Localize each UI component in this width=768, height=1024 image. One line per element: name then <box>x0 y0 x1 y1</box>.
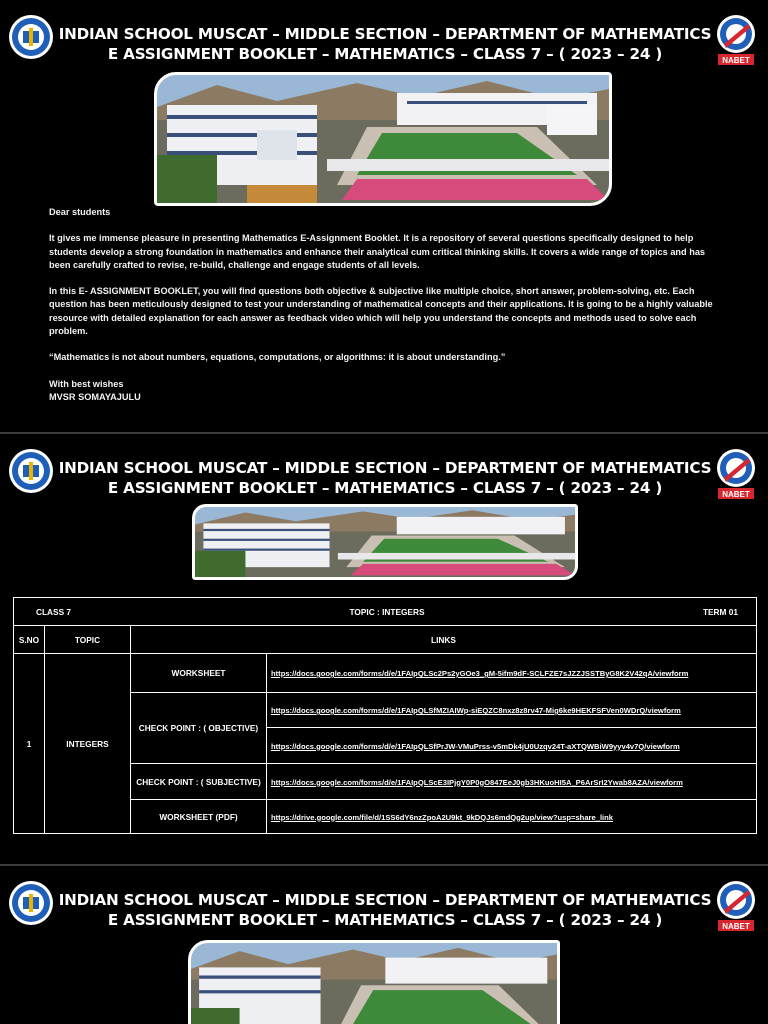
school-campus-photo <box>192 504 578 580</box>
worksheet-link-cell <box>267 654 757 693</box>
header-sno: S.NO <box>14 626 45 654</box>
term-label: TERM 01 <box>702 606 738 617</box>
nabet-logo-icon <box>714 14 758 66</box>
header-title-line1: INDIAN SCHOOL MUSCAT – MIDDLE SECTION – DEPARTMENT OF MATHEMATICS <box>58 459 712 477</box>
header-title-line1: INDIAN SCHOOL MUSCAT – MIDDLE SECTION – DEPARTMENT OF MATHEMATICS <box>58 25 712 43</box>
header-title-line1: INDIAN SCHOOL MUSCAT – MIDDLE SECTION – DEPARTMENT OF MATHEMATICS <box>58 891 712 909</box>
page-header <box>0 448 768 508</box>
topic-label: TOPIC : INTEGERS <box>349 606 425 617</box>
header-title-line2: E ASSIGNMENT BOOKLET – MATHEMATICS – CLASS 7 – ( 2023 – 24 ) <box>107 45 663 63</box>
page-header <box>0 14 768 74</box>
nabet-logo-text: NABET <box>722 922 750 931</box>
nabet-logo-icon <box>714 880 758 932</box>
letter-closing: With best wishes <box>49 378 124 389</box>
page-header <box>0 880 768 940</box>
worksheet-link[interactable]: https://docs.google.com/forms/d/e/1FAIpQLSc2Ps2yGOe3_gM-5ifm9dF-SCLFZE7sJZZJSSTByG8K2V42qA/viewform <box>271 669 689 678</box>
school-logo-icon <box>8 14 54 60</box>
worksheet-pdf-link[interactable]: https://drive.google.com/file/d/1SS6dY6nzZpoA2U9kt_9kDQJs6mdQg2up/view?usp=share_link <box>271 812 614 822</box>
campus-image <box>191 943 557 1024</box>
school-campus-photo <box>188 940 560 1024</box>
assignment-links-table <box>13 597 757 834</box>
letter-paragraph-1: It gives me immense pleasure in presenting Mathematics E-Assignment Booklet. It is a repository of several questions specifically designed to help students develop a strong foundation in mathematics and enhance their analytical cum critical thinking skills. It covers a wide range of topics and has been carefully crafted to revise, re-build, challenge and engage students of all levels. <box>49 233 706 270</box>
campus-image <box>195 507 575 577</box>
table-row <box>14 654 757 693</box>
checkpoint-objective-label: CHECK POINT : ( OBJECTIVE) <box>131 693 267 764</box>
header-title-line2: E ASSIGNMENT BOOKLET – MATHEMATICS – CLASS 7 – ( 2023 – 24 ) <box>107 911 663 929</box>
school-campus-photo <box>154 72 612 206</box>
campus-image <box>157 75 609 203</box>
nabet-logo-text: NABET <box>722 56 750 65</box>
checkpoint-objective-link-cell-1 <box>267 693 757 728</box>
letter-paragraph-2: In this E- ASSIGNMENT BOOKLET, you will find questions both objective & subjective like multiple choice, short answer, problem-solving, etc. Each question has been meticulously designed to test your understanding of mathematical concepts and their applications. It is going to be a highly valuable resource with detailed explanation for each answer as feedback video which will help you understand the concepts and methods used to solve each problem. <box>49 286 713 337</box>
header-topic: TOPIC <box>45 626 131 654</box>
nabet-logo-text: NABET <box>722 490 750 499</box>
class-label: CLASS 7 <box>36 606 72 617</box>
nabet-logo-icon <box>714 448 758 500</box>
row-sno: 1 <box>14 654 45 834</box>
worksheet-pdf-label: WORKSHEET (PDF) <box>131 800 267 834</box>
checkpoint-subjective-label: CHECK POINT : ( SUBJECTIVE) <box>131 764 267 800</box>
header-title-line2: E ASSIGNMENT BOOKLET – MATHEMATICS – CLASS 7 – ( 2023 – 24 ) <box>107 479 663 497</box>
school-logo-icon <box>8 880 54 926</box>
table-topbar <box>14 598 757 626</box>
checkpoint-objective-link-2[interactable]: https://docs.google.com/forms/d/e/1FAIpQLSfPrJW-VMuPrss-v5mDk4jU0Uzqv24T-aXTQWBiW9yyv4v7Q/viewform <box>271 741 680 751</box>
header-links: LINKS <box>131 626 757 654</box>
checkpoint-subjective-link-cell <box>267 764 757 800</box>
worksheet-label: WORKSHEET <box>131 654 267 693</box>
row-topic: INTEGERS <box>45 654 131 834</box>
checkpoint-objective-link-cell-2 <box>267 728 757 764</box>
principal-letter <box>49 206 729 404</box>
school-logo-icon <box>8 448 54 494</box>
checkpoint-subjective-link[interactable]: https://docs.google.com/forms/d/e/1FAIpQLScE3IPjgY0P0gO847EeJ0gb3HKuoHI5A_P6ArSrI2Ywab8AZA/viewform <box>271 777 683 787</box>
letter-salutation: Dear students <box>49 207 111 217</box>
letter-signature: MVSR SOMAYAJULU <box>49 391 141 402</box>
booklet-page-1 <box>0 0 768 432</box>
booklet-page-3 <box>0 866 768 1024</box>
checkpoint-objective-link-1[interactable]: https://docs.google.com/forms/d/e/1FAIpQLSfMZIAIWp-siEQZC8nxz8z8rv47-Mig6ke9HEKFSFVen0WDrQ/viewform <box>271 706 681 715</box>
letter-quote: “Mathematics is not about numbers, equations, computations, or algorithms: it is about understanding.” <box>49 352 506 363</box>
worksheet-pdf-link-cell <box>267 800 757 834</box>
